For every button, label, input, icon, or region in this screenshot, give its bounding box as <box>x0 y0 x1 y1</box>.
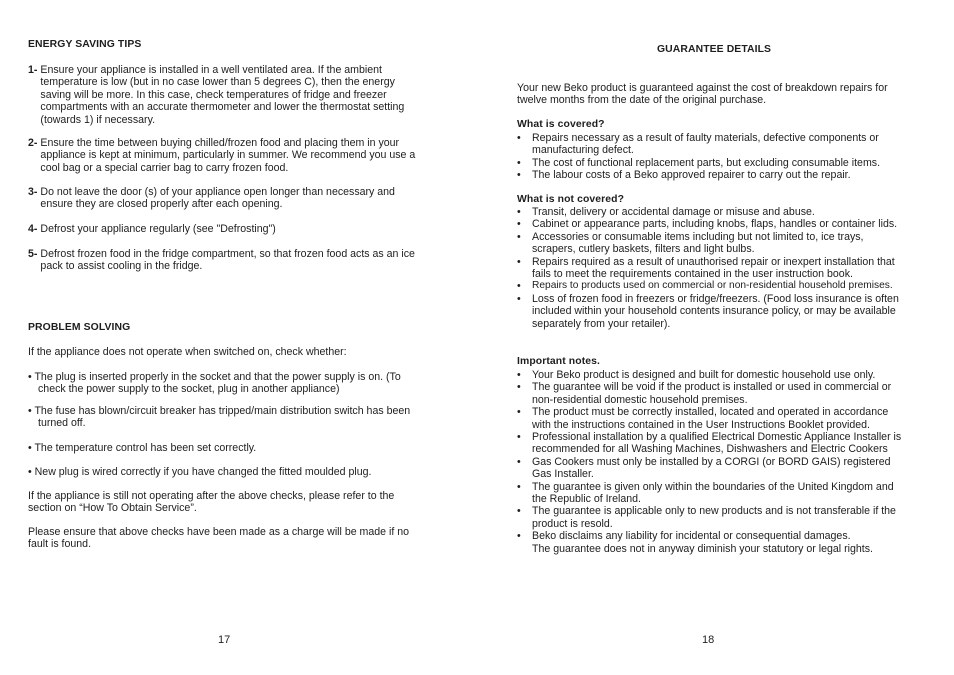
tip-2-block <box>28 137 420 174</box>
bullet-icon: • <box>517 431 521 444</box>
bullet-icon: • <box>517 369 521 381</box>
list-item <box>517 293 907 330</box>
tip-text: Do not leave the door (s) of your appliance open longer than necessary and ensure they are closed properly after each opening. <box>40 186 395 211</box>
bullet-icon: • <box>517 455 521 468</box>
page-number: 17 <box>218 634 231 646</box>
page-17 <box>28 0 420 675</box>
list-item <box>517 381 907 406</box>
tip-number: 5- <box>28 248 38 260</box>
list-item <box>517 132 907 157</box>
bullet-icon: • <box>517 218 521 231</box>
tip-5-block <box>28 248 420 273</box>
list-item <box>517 481 907 506</box>
guarantee-title: GUARANTEE DETAILS <box>657 44 772 55</box>
tip-text: Defrost your appliance regularly (see "Defrosting") <box>40 223 276 235</box>
bullet-icon: • <box>517 169 521 182</box>
list-item-text: Gas Cookers must only be installed by a CORGI (or BORD GAIS) registered Gas Installer. <box>532 455 891 481</box>
page-18 <box>517 0 907 675</box>
list-item <box>517 505 907 530</box>
list-item-continued <box>517 543 907 555</box>
bullet-icon: • <box>517 292 521 305</box>
still-not-operating-note: If the appliance is still not operating after the above checks, please refer to the section on “How To Obtain Service”. <box>28 490 395 515</box>
tip-item <box>28 223 420 235</box>
list-item <box>517 206 907 218</box>
list-item-text: Beko disclaims any liability for incidental or consequential damages. <box>532 530 851 543</box>
list-item <box>517 157 907 169</box>
covered-list <box>517 132 907 182</box>
bullet-icon: • <box>517 381 521 394</box>
important-notes-list <box>517 369 907 555</box>
bullet-icon: • <box>517 280 521 293</box>
tip-number: 3- <box>28 186 38 198</box>
check-item: • The temperature control has been set correctly. <box>28 442 257 454</box>
list-item-text: Accessories or consumable items including but not limited to, ice trays, scrapers, cutlery baskets, filters and light bulbs. <box>532 230 864 256</box>
tip-number: 4- <box>28 223 38 235</box>
list-item <box>517 406 907 431</box>
energy-tips-list <box>28 64 420 126</box>
tip-text: Defrost frozen food in the fridge compartment, so that frozen food acts as an ice pack to assist cooling in the fridge. <box>40 248 415 273</box>
tip-text: Ensure the time between buying chilled/frozen food and placing them in your appliance is kept at minimum, particularly in summer. We recommend you use a cool bag or a special carrier bag to carry frozen food. <box>40 137 416 174</box>
list-item-text: Loss of frozen food in freezers or fridge/freezers. (Food loss insurance is often included within your household contents insurance policy, or may be available separately from your retailer). <box>532 292 899 330</box>
tip-item <box>28 137 420 174</box>
check-item: • The plug is inserted properly in the socket and that the power supply is on. (To check the power supply to the socket, plug in another appliance) <box>28 371 401 396</box>
list-item <box>517 456 907 481</box>
tip-item <box>28 248 420 273</box>
page-number: 18 <box>702 634 715 646</box>
list-item-text: Professional installation by a qualified Electrical Domestic Appliance Installer is recommended for all Washing Machines, Dishwashers and Electric Cookers <box>532 431 902 456</box>
list-item <box>517 231 907 256</box>
list-item-text: Cabinet or appearance parts, including knobs, flaps, handles or container lids. <box>532 218 898 231</box>
list-item <box>517 431 907 456</box>
not-covered-list <box>517 206 907 330</box>
list-item-text: Transit, delivery or accidental damage or misuse and abuse. <box>532 206 815 218</box>
bullet-icon: • <box>517 156 521 169</box>
list-item-text: Repairs necessary as a result of faulty materials, defective components or manufacturing defect. <box>532 132 879 157</box>
tip-4-block <box>28 223 420 235</box>
bullet-icon: • <box>517 530 521 543</box>
list-item <box>517 169 907 181</box>
tip-text: Ensure your appliance is installed in a well ventilated area. If the ambient temperature is low (but in no case lower than 5 degrees C), then the energy saving will be more. In this case, check temperatures of fridge and freezer compartments with an accurate thermometer and lower the thermostat setting (towards 1) if necessary. <box>40 64 405 126</box>
list-item-text: The guarantee is applicable only to new products and is not transferable if the product is resold. <box>532 505 896 530</box>
check-item: • The fuse has blown/circuit breaker has tripped/main distribution switch has been turned off. <box>28 405 411 430</box>
problem-intro: If the appliance does not operate when switched on, check whether: <box>28 346 347 358</box>
list-item-text: Repairs to products used on commercial or non-residential household premises. <box>532 280 893 292</box>
important-notes-title: Important notes. <box>517 356 600 367</box>
final-note-text: The guarantee does not in anyway diminish your statutory or legal rights. <box>532 542 873 555</box>
bullet-icon: • <box>517 255 521 268</box>
bullet-spacer <box>517 543 532 555</box>
tip-number: 2- <box>28 137 38 149</box>
bullet-icon: • <box>517 132 521 144</box>
list-item-text: The cost of functional replacement parts, but excluding consumable items. <box>532 156 881 169</box>
guarantee-intro: Your new Beko product is guaranteed against the cost of breakdown repairs for twelve months from the date of the original purchase. <box>517 82 888 107</box>
list-item-text: The guarantee will be void if the product is installed or used in commercial or non-residential domestic household premises. <box>532 381 892 406</box>
problem-solving-title: PROBLEM SOLVING <box>28 322 131 333</box>
bullet-icon: • <box>517 406 521 419</box>
tip-item <box>28 186 420 211</box>
list-item <box>517 256 907 281</box>
tip-3-block <box>28 186 420 211</box>
list-item-text: The labour costs of a Beko approved repairer to carry out the repair. <box>532 169 851 182</box>
list-item <box>517 218 907 230</box>
list-item <box>517 280 907 292</box>
list-item-text: Repairs required as a result of unauthorised repair or inexpert installation that fails to meet the requirements contained in the user instruction book. <box>532 255 895 281</box>
bullet-icon: • <box>517 206 521 218</box>
bullet-icon: • <box>517 480 521 493</box>
energy-saving-title: ENERGY SAVING TIPS <box>28 39 142 50</box>
list-item-text: The product must be correctly installed, located and operated in accordance with the instructions contained in the User Instructions Booklet provided. <box>532 406 889 431</box>
list-item-text: The guarantee is given only within the boundaries of the United Kingdom and the Republic of Ireland. <box>532 480 894 506</box>
charge-note: Please ensure that above checks have been made as a charge will be made if no fault is found. <box>28 526 410 551</box>
not-covered-title: What is not covered? <box>517 194 625 205</box>
tip-number: 1- <box>28 64 38 76</box>
check-item: • New plug is wired correctly if you have changed the fitted moulded plug. <box>28 466 372 478</box>
list-item <box>517 530 907 542</box>
bullet-icon: • <box>517 230 521 243</box>
list-item <box>517 369 907 381</box>
bullet-icon: • <box>517 505 521 518</box>
tip-item <box>28 64 420 126</box>
covered-title: What is covered? <box>517 119 605 130</box>
list-item-text: Your Beko product is designed and built for domestic household use only. <box>532 369 876 381</box>
